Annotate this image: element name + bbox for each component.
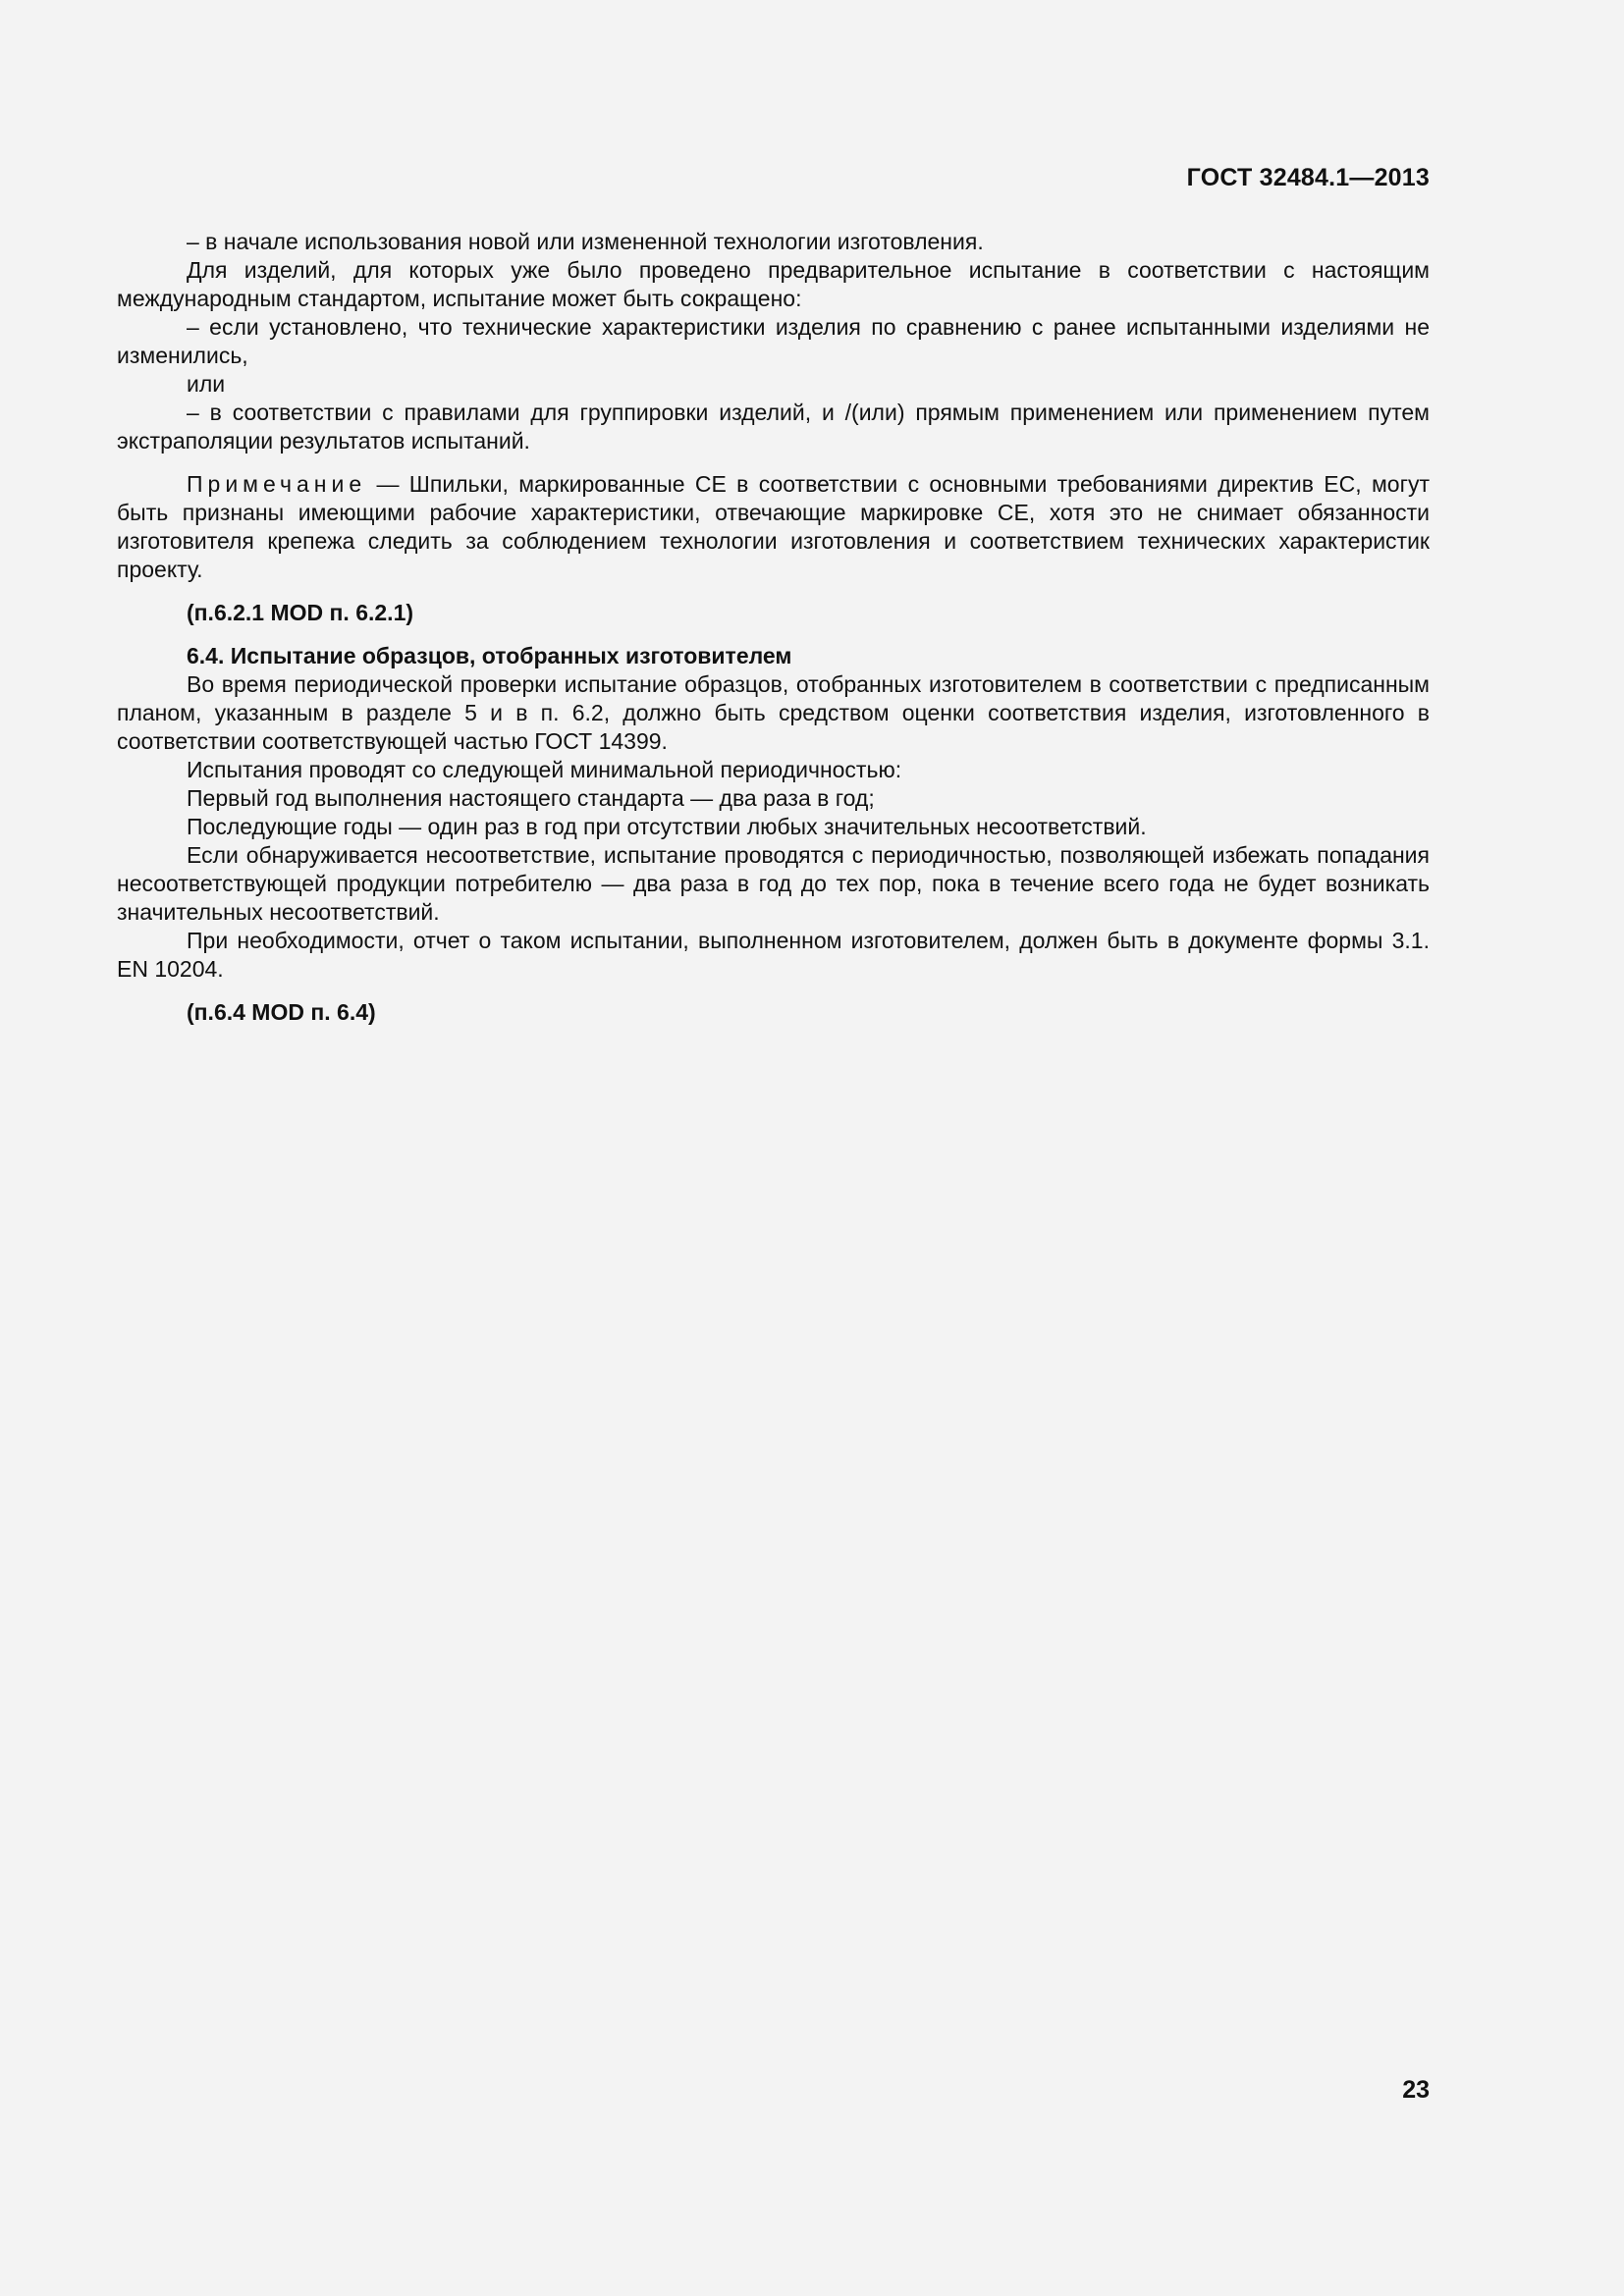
section-heading: 6.4. Испытание образцов, отобранных изготовителем <box>187 643 792 668</box>
page-body <box>117 228 1430 1027</box>
note-label: Примечание <box>187 471 367 497</box>
reference: (п.6.4 MOD п. 6.4) <box>187 999 376 1025</box>
paragraph: Испытания проводят со следующей минимальной периодичностью: <box>187 757 902 782</box>
reference: (п.6.2.1 MOD п. 6.2.1) <box>187 600 414 625</box>
note-text: — Шпильки, маркированные CE в соответствии с основными требованиями директив ЕС, могут быть признаны имеющими рабочие характеристики, отвечающие маркировке СЕ, хотя это не снимает обязанности изготовителя крепежа следить за соблюдением технологии изготовления и соответствием технических характеристик проекту. <box>117 471 1430 582</box>
document-number: ГОСТ 32484.1—2013 <box>1186 164 1430 191</box>
paragraph: При необходимости, отчет о таком испытании, выполненном изготовителем, должен быть в документе формы 3.1. EN 10204. <box>117 928 1430 982</box>
paragraph: – в начале использования новой или измененной технологии изготовления. <box>187 229 984 254</box>
list-item: – если установлено, что технические характеристики изделия по сравнению с ранее испытанными изделиями не изменились, <box>117 314 1430 368</box>
paragraph: Для изделий, для которых уже было проведено предварительное испытание в соответствии с настоящим международным стандартом, испытание может быть сокращено: <box>117 257 1430 311</box>
paragraph: или <box>187 371 226 397</box>
paragraph: Если обнаруживается несоответствие, испытание проводятся с периодичностью, позволяющей избежать попадания несоответствующей продукции потребителю — два раза в год до тех пор, пока в течение всего года не будет возникать значительных несоответствий. <box>117 842 1430 925</box>
paragraph: Во время периодической проверки испытание образцов, отобранных изготовителем в соответствии с предписанным планом, указанным в разделе 5 и в п. 6.2, должно быть средством оценки соответствия изделия, изготовленного в соответствии соответствующей частью ГОСТ 14399. <box>117 671 1430 754</box>
paragraph: Первый год выполнения настоящего стандарта — два раза в год; <box>187 785 875 811</box>
paragraph: Последующие годы — один раз в год при отсутствии любых значительных несоответствий. <box>187 814 1147 839</box>
list-item: – в соответствии с правилами для группировки изделий, и /(или) прямым применением или применением путем экстраполяции результатов испытаний. <box>117 400 1430 454</box>
page-number: 23 <box>1402 2076 1430 2104</box>
note <box>117 470 1430 584</box>
